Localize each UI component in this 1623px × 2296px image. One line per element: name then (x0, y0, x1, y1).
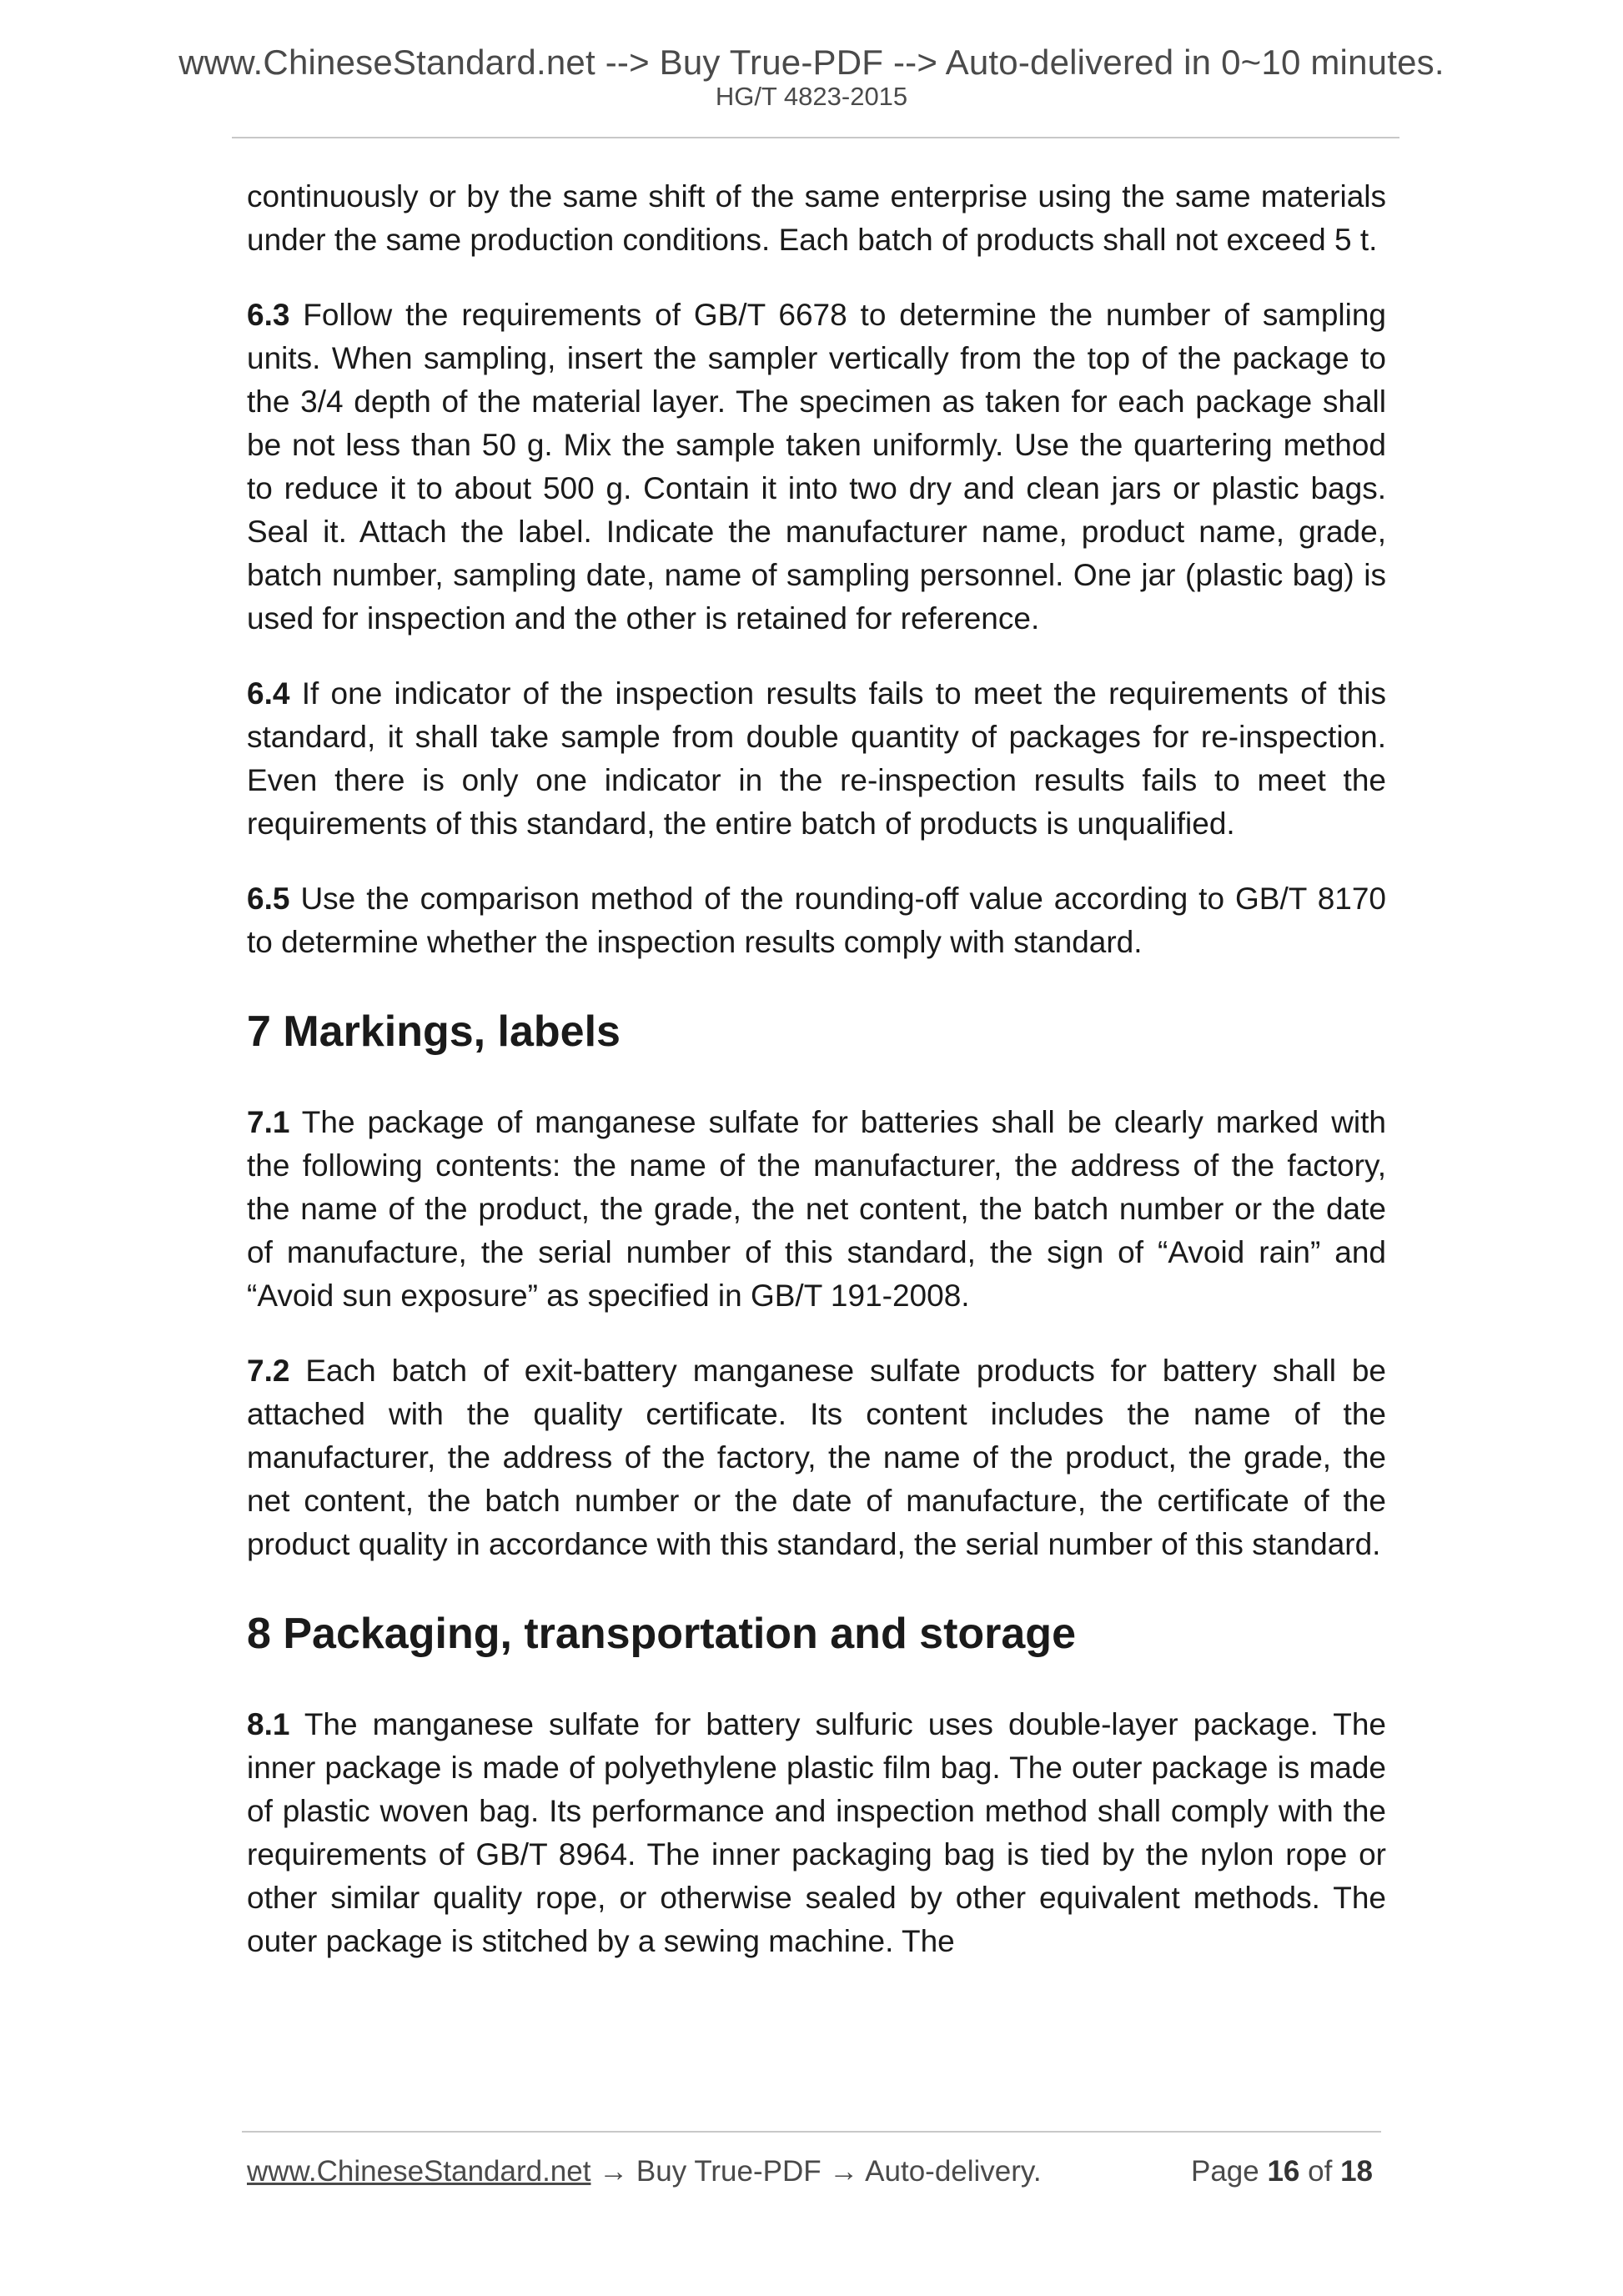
clause-number: 6.5 (247, 882, 290, 916)
footer-divider (242, 2131, 1381, 2133)
page-label: Page (1190, 2155, 1259, 2188)
clause-number: 8.1 (247, 1707, 290, 1741)
clause-number: 7.2 (247, 1354, 290, 1388)
clause-text: Follow the requirements of GB/T 6678 to determine the number of sampling units. When sampling, insert the sampler vertically from the top of the package to the 3/4 depth of the material layer. The specimen as taken for each package shall be not less than 50 g. Mix the sample taken uniformly. Use the quartering method to reduce it to about 500 g. Contain it into two dry and clean jars or plastic bags. Seal it. Attach the label. Indicate the manufacturer name, product name, grade, batch number, sampling date, name of sampling personnel. One jar (plastic bag) is used for inspection and the other is retained for reference. (247, 298, 1387, 636)
clause-6-4 (247, 672, 1386, 846)
clause-text: If one indicator of the inspection results fails to meet the requirements of this standard, it shall take sample from double quantity of packages for re-inspection. Even there is only one indicator in the re-inspection results fails to meet the requirements of this standard, the entire batch of products is unqualified. (247, 676, 1387, 841)
footer-promo (247, 2153, 1042, 2190)
top-banner: www.ChineseStandard.net --> Buy True-PDF --> Auto-delivered in 0~10 minutes. (178, 43, 1445, 82)
clause-8-1 (247, 1703, 1386, 1963)
clause-7-2 (247, 1349, 1386, 1566)
clause-text: The package of manganese sulfate for batteries shall be clearly marked with the following contents: the name of the manufacturer, the address of the factory, the name of the product, the grade, the net content, the batch number or the date of manufacture, the serial number of this standard, the sign of “Avoid rain” and “Avoid sun exposure” as specified in GB/T 191-2008. (247, 1105, 1386, 1313)
clause-text: The manganese sulfate for battery sulfuric uses double-layer package. The inner package is made of polyethylene plastic film bag. The outer package is made of plastic woven bag. Its performance and inspection method shall comply with the requirements of GB/T 8964. The inner packaging bag is tied by the nylon rope or other similar quality rope, or otherwise sealed by other equivalent methods. The outer package is stitched by a sewing machine. The (247, 1707, 1386, 1958)
header-divider (232, 137, 1399, 138)
intro-paragraph: continuously or by the same shift of the same enterprise using the same materials under the same production conditions. Each batch of products shall not exceed 5 t. (247, 179, 1386, 257)
clause-6-5 (247, 877, 1386, 964)
page-current: 16 (1267, 2155, 1300, 2188)
page-of: of (1308, 2155, 1333, 2188)
clause-text: Use the comparison method of the rounding-off value according to GB/T 8170 to determine whether the inspection results comply with standard. (247, 882, 1386, 959)
clause-number: 6.3 (247, 298, 290, 332)
section-7-heading: 7 Markings, labels (247, 1007, 621, 1056)
page-total: 18 (1340, 2155, 1373, 2188)
clause-6-3 (247, 294, 1386, 641)
standard-code: HG/T 4823-2015 (715, 82, 908, 111)
document-body (247, 175, 1386, 1995)
clause-number: 7.1 (247, 1105, 290, 1139)
page-indicator (1191, 2153, 1373, 2190)
footer-tagline: → Buy True-PDF → Auto-delivery. (590, 2155, 1042, 2188)
footer-site-link[interactable]: www.ChineseStandard.net (247, 2155, 591, 2188)
section-8-heading: 8 Packaging, transportation and storage (247, 1610, 1076, 1658)
clause-text: Each batch of exit-battery manganese sulfate products for battery shall be attached with the quality certificate. Its content includes the name of the manufacturer, the address of the factory, the name of the product, the grade, the net content, the batch number or the date of manufacture, the certificate of the product quality in accordance with this standard, the serial number of this standard. (247, 1354, 1386, 1561)
clause-7-1 (247, 1101, 1386, 1318)
clause-number: 6.4 (247, 676, 290, 711)
